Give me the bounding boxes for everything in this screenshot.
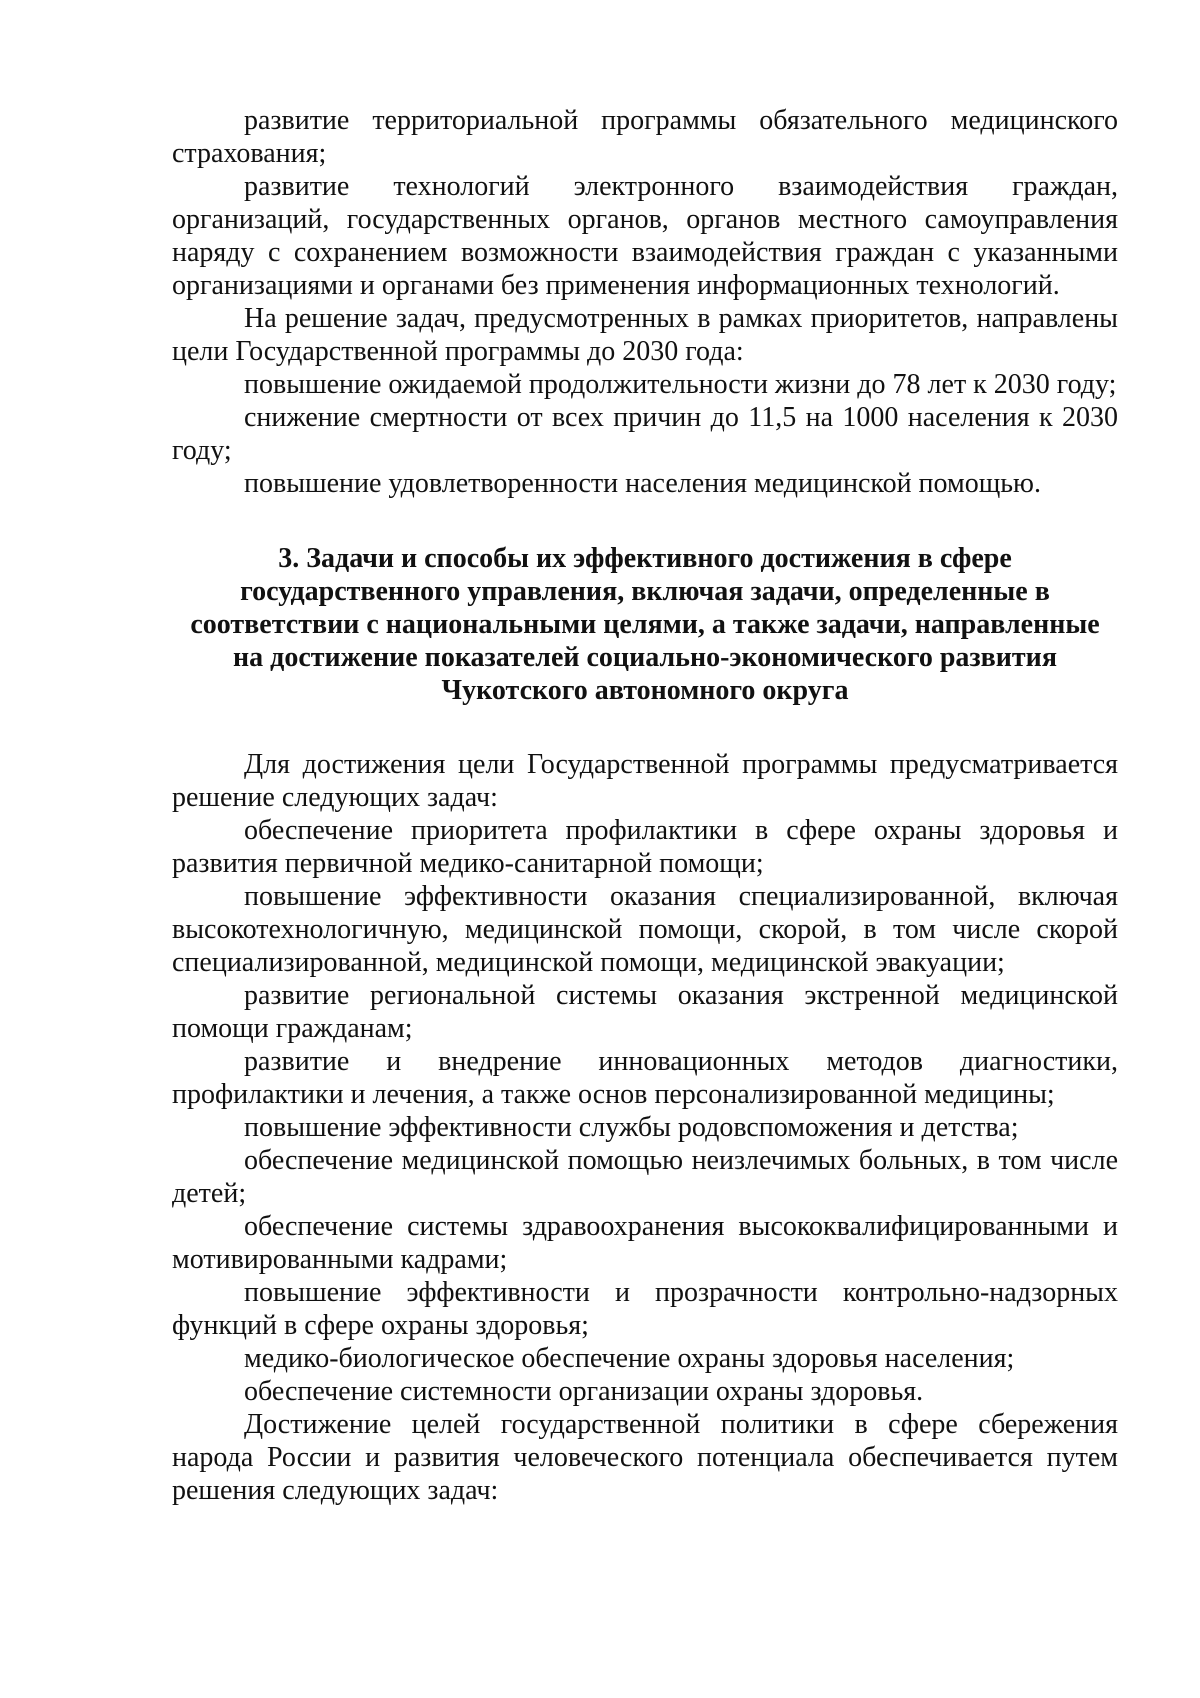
section-heading-line: на достижение показателей социально-экономического развития: [233, 642, 1057, 673]
paragraph-control-functions: повышение эффективности и прозрачности контрольно-надзорных функций в сфере охраны здоровья;: [172, 1277, 1118, 1341]
paragraph-insurance-program: развитие территориальной программы обязательного медицинского страхования;: [172, 105, 1118, 169]
paragraph-electronic-interaction: развитие технологий электронного взаимодействия граждан, организаций, государственных органов, органов местного самоуправления наряду с сохранением возможности взаимодействия граждан с указанными организациями и органами без применения информационных технологий.: [172, 171, 1118, 301]
paragraph-tasks-intro: Для достижения цели Государственной программы предусматривается решение следующих задач:: [172, 749, 1118, 813]
paragraph-staffing: обеспечение системы здравоохранения высококвалифицированными и мотивированными кадрами;: [172, 1211, 1118, 1275]
section-heading-line: 3. Задачи и способы их эффективного достижения в сфере: [278, 543, 1012, 574]
section-heading-line: Чукотского автономного округа: [441, 675, 849, 706]
paragraph-mortality: снижение смертности от всех причин до 11,5 на 1000 населения к 2030 году;: [172, 402, 1118, 466]
paragraph-state-policy-goals: Достижение целей государственной политики в сфере сбережения народа России и развития человеческого потенциала обеспечивается путем решения следующих задач:: [172, 1409, 1118, 1506]
paragraph-biomedical-support: медико-биологическое обеспечение охраны здоровья населения;: [244, 1343, 1015, 1374]
paragraph-satisfaction: повышение удовлетворенности населения медицинской помощью.: [244, 468, 1041, 499]
section-heading-line: соответствии с национальными целями, а также задачи, направленные: [190, 609, 1100, 640]
paragraph-life-expectancy: повышение ожидаемой продолжительности жизни до 78 лет к 2030 году;: [244, 369, 1117, 400]
paragraph-system-organization: обеспечение системности организации охраны здоровья.: [244, 1376, 924, 1407]
paragraph-emergency-care: развитие региональной системы оказания экстренной медицинской помощи гражданам;: [172, 980, 1118, 1044]
section-heading: [172, 542, 1118, 707]
section-heading-line: государственного управления, включая задачи, определенные в: [240, 576, 1050, 607]
paragraph-goals-intro: На решение задач, предусмотренных в рамках приоритетов, направлены цели Государственной программы до 2030 года:: [172, 303, 1118, 367]
paragraph-prevention: обеспечение приоритета профилактики в сфере охраны здоровья и развития первичной медико-санитарной помощи;: [172, 815, 1118, 879]
paragraph-specialized-care: повышение эффективности оказания специализированной, включая высокотехнологичную, медицинской помощи, скорой, в том числе скорой специализированной, медицинской помощи, медицинской эвакуации;: [172, 881, 1118, 978]
paragraph-palliative-care: обеспечение медицинской помощью неизлечимых больных, в том числе детей;: [172, 1145, 1118, 1209]
paragraph-maternity-service: повышение эффективности службы родовспоможения и детства;: [244, 1112, 1019, 1143]
document-page: [172, 104, 1118, 1507]
paragraph-innovative-methods: развитие и внедрение инновационных методов диагностики, профилактики и лечения, а также основ персонализированной медицины;: [172, 1046, 1118, 1110]
